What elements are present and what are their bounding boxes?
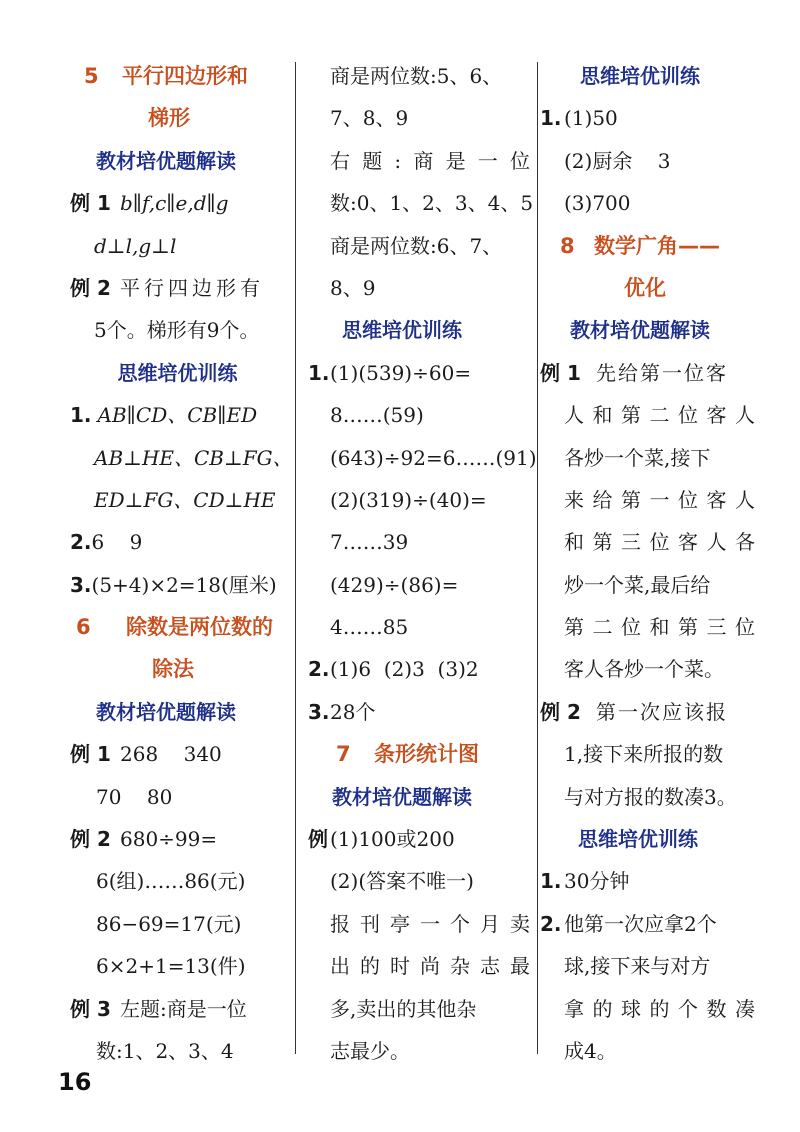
section-heading: 思维培优训练	[342, 318, 462, 343]
answer-text: 与对方报的数凑3。	[564, 784, 737, 809]
answer-text: 28个	[330, 699, 376, 724]
answer-text: 70 80	[96, 784, 173, 809]
example-2	[70, 818, 285, 860]
section-heading: 思维培优训练	[117, 360, 238, 385]
example-3	[70, 988, 285, 1030]
item-number: 1.	[540, 869, 562, 894]
section-heading: 教材培优题解读	[332, 784, 472, 809]
training-1	[308, 352, 530, 394]
chapter-number: 8	[560, 233, 575, 258]
chapter-title: 除数是两位数的	[126, 615, 273, 640]
training-3	[70, 564, 285, 606]
answer-text: (1)(539)÷60=	[330, 360, 472, 385]
chapter-7-heading	[330, 733, 530, 775]
answer-text: ED⊥FG、CD⊥HE	[94, 487, 276, 512]
answer-text: 1,接下来所报的数	[564, 742, 724, 767]
answer-text: 各炒一个菜,接下	[564, 445, 711, 470]
answer-text: 拿的球的个数凑	[564, 996, 755, 1021]
section-heading: 思维培优训练	[580, 64, 700, 88]
chapter-6-heading	[70, 606, 285, 648]
chapter-number: 6	[76, 615, 91, 640]
answer-text: 人和第二位客人	[564, 403, 755, 428]
answer-text: 先给第一位客	[596, 360, 728, 385]
section-heading: 教材培优题解读	[96, 699, 236, 724]
answer-text: d⊥l,g⊥l	[94, 233, 177, 258]
item-number: 1.	[70, 403, 92, 428]
item-number: 2.	[70, 530, 92, 555]
training-3	[308, 691, 530, 733]
item-number: 2.	[540, 911, 562, 936]
answer-text: 6 9	[91, 530, 143, 555]
answer-text: b∥f,c∥e,d∥g	[120, 191, 229, 216]
chapter-number: 7	[336, 742, 351, 767]
answer-text: 志最少。	[330, 1038, 410, 1063]
answer-text: 6(组)……86(元)	[96, 869, 246, 894]
answer-text: AB∥CD、CB∥ED	[97, 403, 258, 428]
answer-text: 7……39	[330, 530, 409, 555]
example-label: 例 1	[540, 360, 581, 385]
answer-text: 出的时尚杂志最	[330, 954, 530, 979]
answer-text: (2)(答案不唯一)	[330, 869, 474, 894]
training-2	[540, 903, 755, 945]
answer-text: 86−69=17(元)	[96, 911, 242, 936]
training-1	[540, 97, 755, 139]
answer-text: 来给第一位客人	[564, 487, 755, 512]
chapter-5-heading-cont: 梯形	[148, 106, 190, 131]
example-2	[70, 267, 285, 309]
training-1	[70, 394, 285, 436]
answer-text: 5个。梯形有9个。	[94, 318, 260, 343]
example-2	[540, 691, 755, 733]
item-number: 3.	[70, 572, 92, 597]
chapter-8-heading	[540, 225, 755, 267]
answer-text: 左题:商是一位	[120, 996, 247, 1021]
example-1	[70, 733, 285, 775]
example	[308, 818, 530, 860]
chapter-5-heading	[70, 55, 285, 97]
example-1	[540, 352, 755, 394]
example-label: 例 2	[70, 275, 111, 300]
answer-text: (5+4)×2=18(厘米)	[91, 572, 277, 597]
item-number: 1.	[308, 360, 330, 385]
answer-text: 客人各炒一个菜。	[564, 657, 724, 682]
answer-text: 第一次应该报	[596, 699, 728, 724]
chapter-title: 数学广角——	[594, 233, 720, 258]
answer-text: 商是两位数:6、7、	[330, 233, 503, 258]
answer-text: (1)6 (2)3 (3)2	[330, 657, 479, 682]
answer-text: 炒一个菜,最后给	[564, 572, 711, 597]
column-2	[308, 55, 537, 1072]
column-separator-2	[537, 62, 538, 1054]
answer-text: 他第一次应拿2个	[564, 911, 717, 936]
answer-text: 7、8、9	[330, 106, 409, 131]
page-number: 16	[58, 1068, 92, 1096]
answer-text: (2)(319)÷(40)=	[330, 487, 487, 512]
example-label: 例 1	[70, 191, 111, 216]
item-number: 3.	[308, 699, 330, 724]
answer-text: 6×2+1=13(件)	[96, 954, 246, 979]
section-heading: 教材培优题解读	[96, 148, 236, 173]
chapter-8-heading-cont: 优化	[624, 275, 666, 300]
answer-text: 8……(59)	[330, 403, 424, 428]
answer-text: 报刊亭一个月卖	[330, 911, 530, 936]
answer-text: 680÷99=	[120, 827, 218, 852]
example-label: 例	[308, 827, 328, 852]
training-2	[70, 521, 285, 563]
example-1	[70, 182, 285, 224]
answer-text: (429)÷(86)=	[330, 572, 459, 597]
answer-text: 商是两位数:5、6、	[330, 64, 503, 88]
training-2	[308, 648, 530, 690]
answer-text: 数:0、1、2、3、4、5	[330, 191, 534, 216]
answer-text: AB⊥HE、CB⊥FG、	[94, 445, 293, 470]
example-label: 例 1	[70, 742, 111, 767]
answer-text: (2)厨余 3	[564, 148, 671, 173]
item-number: 1.	[540, 106, 562, 131]
example-label: 例 3	[70, 996, 111, 1021]
column-separator-1	[295, 62, 296, 1054]
answer-text: 多,卖出的其他杂	[330, 996, 477, 1021]
chapter-number: 5	[84, 64, 99, 88]
answer-text: 4……85	[330, 615, 409, 640]
answer-text: (3)700	[564, 191, 631, 216]
answer-text: 第二位和第三位	[564, 615, 755, 640]
answer-text: (643)÷92=6……(91)	[330, 445, 537, 470]
training-1	[540, 860, 755, 902]
column-3	[540, 55, 755, 1072]
chapter-6-heading-cont: 除法	[152, 657, 194, 682]
answer-text: 268 340	[120, 742, 222, 767]
answer-text: 平行四边形有	[120, 275, 264, 300]
column-1	[70, 55, 293, 1072]
section-heading: 思维培优训练	[578, 827, 698, 852]
section-heading: 教材培优题解读	[570, 318, 710, 343]
chapter-title: 平行四边形和	[122, 64, 248, 88]
item-number: 2.	[308, 657, 330, 682]
example-label: 例 2	[70, 827, 111, 852]
answer-text: 和第三位客人各	[564, 530, 755, 555]
answer-text: 数:1、2、3、4	[96, 1038, 234, 1063]
answer-text: 右题:商是一位	[330, 148, 530, 173]
answer-text: (1)100或200	[330, 827, 455, 852]
chapter-title: 条形统计图	[374, 742, 479, 767]
answer-text: 30分钟	[564, 869, 630, 894]
answer-text: 8、9	[330, 275, 376, 300]
answer-text: 成4。	[564, 1038, 617, 1063]
answer-text: 球,接下来与对方	[564, 954, 711, 979]
answer-text: (1)50	[564, 106, 618, 131]
example-label: 例 2	[540, 699, 581, 724]
